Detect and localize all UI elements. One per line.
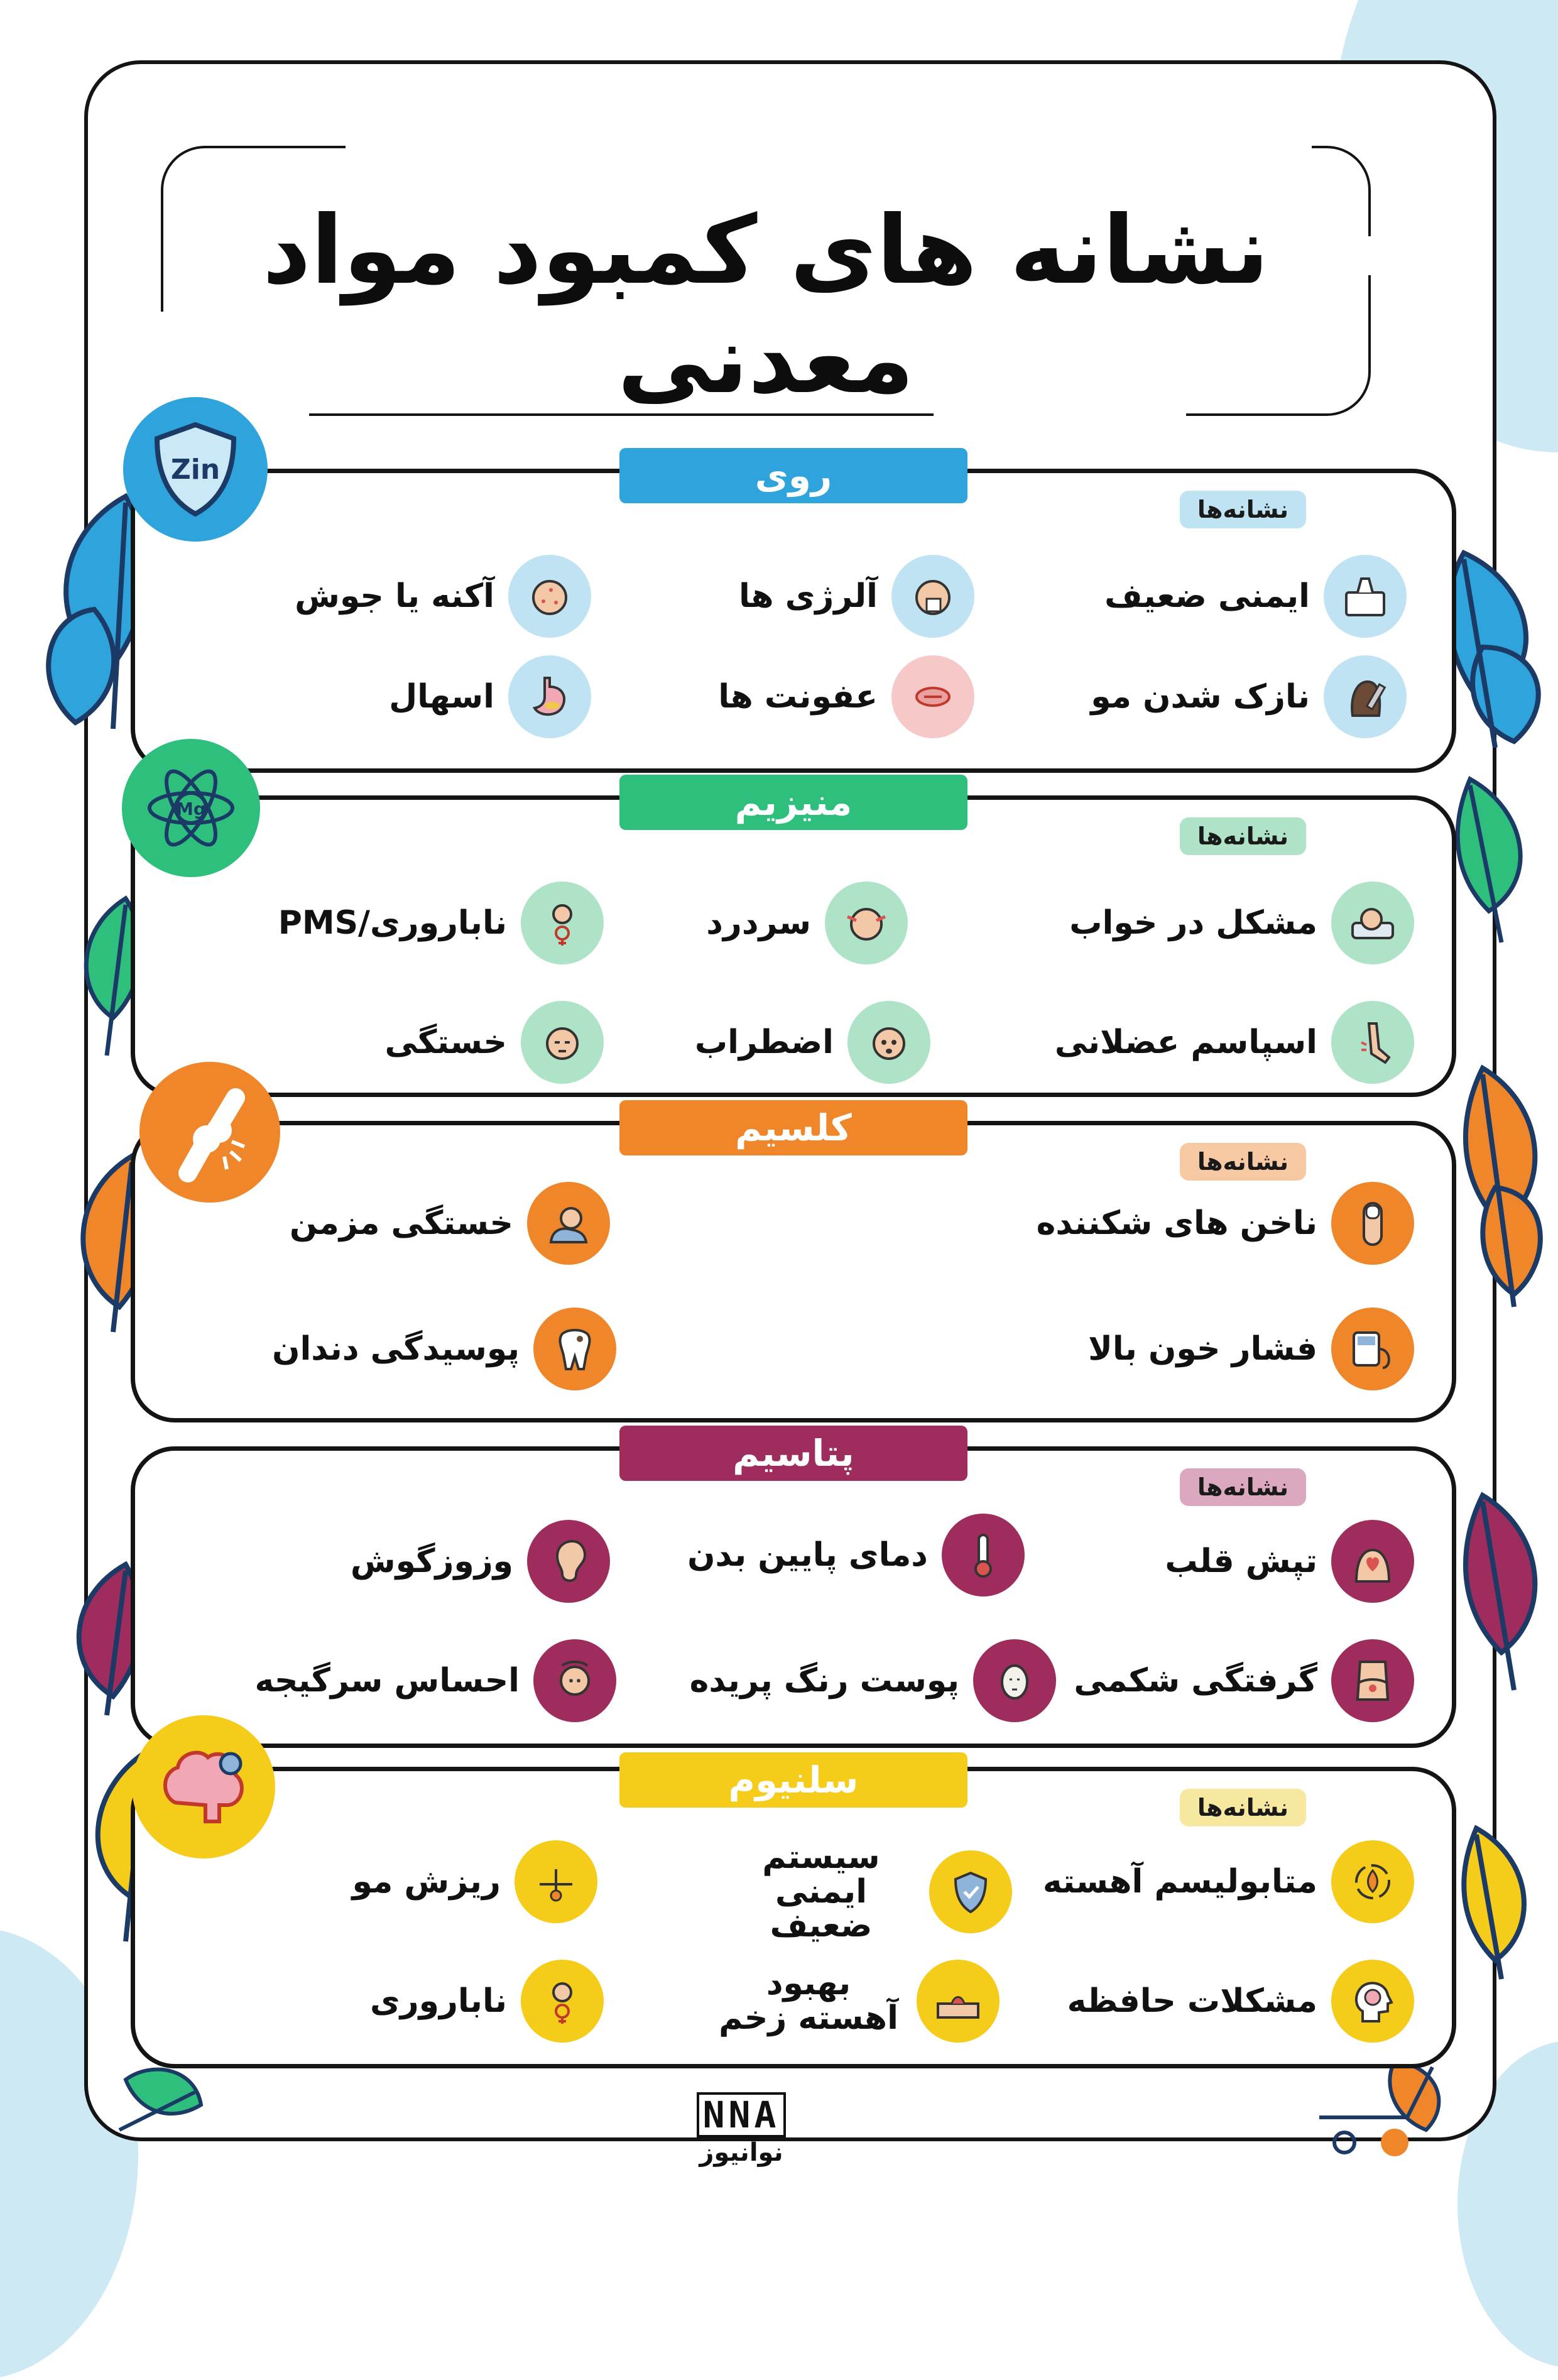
symptom-label: سیستم ایمنی ضعیف xyxy=(762,1838,880,1945)
selenium-card xyxy=(131,1759,1456,2068)
symptoms-tag: نشانه‌ها xyxy=(1180,491,1306,528)
thermometer-icon xyxy=(942,1514,1025,1597)
card-title: منیزیم xyxy=(619,775,967,830)
symptom-item xyxy=(739,555,974,638)
symptom-item xyxy=(1104,555,1407,638)
logo-subtext: نوآنیوز xyxy=(699,2138,783,2167)
exhausted-person-icon xyxy=(527,1182,610,1265)
symptom-label: ناباروری/PMS xyxy=(278,903,507,942)
card-title: روی xyxy=(619,448,967,503)
calcium-card xyxy=(131,1106,1456,1422)
symptoms-tag: نشانه‌ها xyxy=(1180,817,1306,855)
metabolism-icon xyxy=(1331,1840,1414,1923)
symptoms-tag: نشانه‌ها xyxy=(1180,1789,1306,1826)
symptom-label: فشار خون بالا xyxy=(1088,1329,1317,1368)
symptom-item xyxy=(272,1307,616,1390)
symptom-item xyxy=(695,1001,930,1084)
symptom-label: آلرژی ها xyxy=(739,577,878,615)
symptom-label: نازک شدن مو xyxy=(1091,677,1310,716)
symptom-item xyxy=(370,1960,604,2043)
symptom-label: آکنه یا جوش xyxy=(295,577,494,615)
leaf-icon xyxy=(1313,2055,1457,2161)
symptom-item xyxy=(1055,1001,1414,1084)
symptom-label: خستگی xyxy=(384,1023,507,1061)
symptom-label: بهبود آهسته زخم xyxy=(719,1965,898,2037)
magnesium-card xyxy=(131,781,1456,1097)
symptom-label: احساس سرگیجه xyxy=(254,1661,520,1700)
symptom-label: عفونت ها xyxy=(718,677,878,716)
symptom-label: اضطراب xyxy=(694,1023,834,1061)
symptoms-tag: نشانه‌ها xyxy=(1180,1468,1306,1506)
female-symbol-icon xyxy=(521,882,604,964)
zinc-badge xyxy=(123,397,268,542)
zinc-card xyxy=(131,454,1456,773)
calcium-badge xyxy=(139,1062,280,1203)
logo-text: NNA xyxy=(697,2092,787,2137)
zinc-shield-icon xyxy=(142,416,249,523)
symptom-item xyxy=(1074,1639,1414,1722)
magnesium-badge xyxy=(122,739,260,877)
symptom-item xyxy=(714,1960,1000,2043)
selenium-badge xyxy=(132,1715,275,1859)
symptom-item xyxy=(290,1182,610,1265)
female-symbol-icon xyxy=(521,1960,604,2043)
leaf-icon xyxy=(1445,1062,1552,1313)
symptom-label: ریزش مو xyxy=(352,1862,501,1901)
symptom-label: مشکلات حافظه xyxy=(1067,1982,1317,2020)
symptom-label: مشکل در خواب xyxy=(1069,903,1317,942)
stomach-icon xyxy=(508,655,591,738)
symptom-item xyxy=(706,882,908,964)
symptom-item xyxy=(690,1639,1056,1722)
potassium-card xyxy=(131,1432,1456,1748)
symptom-label: پوست رنگ پریده xyxy=(689,1661,959,1700)
symptom-item xyxy=(1069,882,1414,964)
card-title: سلنیوم xyxy=(619,1752,967,1808)
acne-face-icon xyxy=(508,555,591,638)
fingernail-icon xyxy=(1331,1182,1414,1265)
infected-skin-icon xyxy=(891,655,974,738)
pale-face-icon xyxy=(973,1639,1056,1722)
abdominal-cramp-icon xyxy=(1331,1639,1414,1722)
symptom-item xyxy=(1067,1960,1414,2043)
hair-brush-icon xyxy=(1324,655,1407,738)
shield-icon xyxy=(929,1850,1012,1933)
brand-logo xyxy=(685,2092,798,2168)
blood-pressure-monitor-icon xyxy=(1331,1307,1414,1390)
symptom-label: اسپاسم عضلانی xyxy=(1054,1023,1317,1061)
symptom-item xyxy=(687,1514,1025,1597)
symptoms-tag: نشانه‌ها xyxy=(1180,1143,1306,1181)
heart-chest-icon xyxy=(1331,1520,1414,1603)
symptom-item xyxy=(1088,1307,1414,1390)
symptom-item xyxy=(295,555,591,638)
headache-icon xyxy=(825,882,908,964)
symptom-label: سردرد xyxy=(706,903,811,942)
symptom-label: پوسیدگی دندان xyxy=(272,1329,520,1368)
symptom-item xyxy=(389,655,591,738)
card-title: کلسیم xyxy=(619,1100,967,1155)
symptom-label: خستگی مزمن xyxy=(289,1204,513,1242)
symptom-label: وزوزگوش xyxy=(350,1542,513,1580)
brain-head-icon xyxy=(1331,1960,1414,2043)
symptom-label: متابولیسم آهسته xyxy=(1042,1862,1317,1901)
title-box xyxy=(161,146,1371,416)
hair-follicle-icon xyxy=(515,1840,597,1923)
sneezing-face-icon xyxy=(891,555,974,638)
ear-icon xyxy=(527,1520,610,1603)
symptom-item xyxy=(1037,1182,1414,1265)
anxious-face-icon xyxy=(847,1001,930,1084)
page-title: نشانه های کمبود مواد معدنی xyxy=(262,196,1270,415)
symptom-item xyxy=(352,1840,597,1923)
symptom-label: تپش قلب xyxy=(1165,1542,1317,1580)
brain-gear-icon xyxy=(150,1733,257,1840)
tooth-icon xyxy=(533,1307,616,1390)
dizzy-person-icon xyxy=(533,1639,616,1722)
atom-icon xyxy=(138,755,244,861)
tired-face-icon xyxy=(521,1001,604,1084)
symptom-item xyxy=(254,1639,616,1722)
leaf-icon xyxy=(1445,1822,1539,1985)
symptom-label: گرفتگی شکمی xyxy=(1074,1661,1317,1700)
wound-skin-icon xyxy=(917,1960,1000,2043)
symptom-label: ایمنی ضعیف xyxy=(1104,577,1310,615)
symptom-item xyxy=(1043,1840,1414,1923)
card-title: پتاسیم xyxy=(619,1426,967,1481)
symptom-item xyxy=(1165,1520,1414,1603)
bone-joint-icon xyxy=(156,1079,263,1186)
tissue-box-icon xyxy=(1324,555,1407,638)
symptom-item xyxy=(1091,655,1407,738)
leaf-icon xyxy=(1445,1489,1552,1696)
symptom-item xyxy=(718,655,974,738)
symptom-label: ناخن های شکننده xyxy=(1036,1204,1317,1242)
zinc-badge-text: Zin xyxy=(170,454,221,486)
leg-cramp-icon xyxy=(1331,1001,1414,1084)
magnesium-badge-text: Mg xyxy=(176,799,206,819)
sleepless-person-icon xyxy=(1331,882,1414,964)
symptom-item xyxy=(278,882,604,964)
symptom-item xyxy=(727,1840,1012,1943)
symptom-item xyxy=(351,1520,610,1603)
symptom-item xyxy=(385,1001,604,1084)
symptom-label: دمای پایین بدن xyxy=(687,1536,928,1574)
symptom-label: ناباروری xyxy=(370,1982,507,2020)
symptom-label: اسهال xyxy=(389,677,494,716)
